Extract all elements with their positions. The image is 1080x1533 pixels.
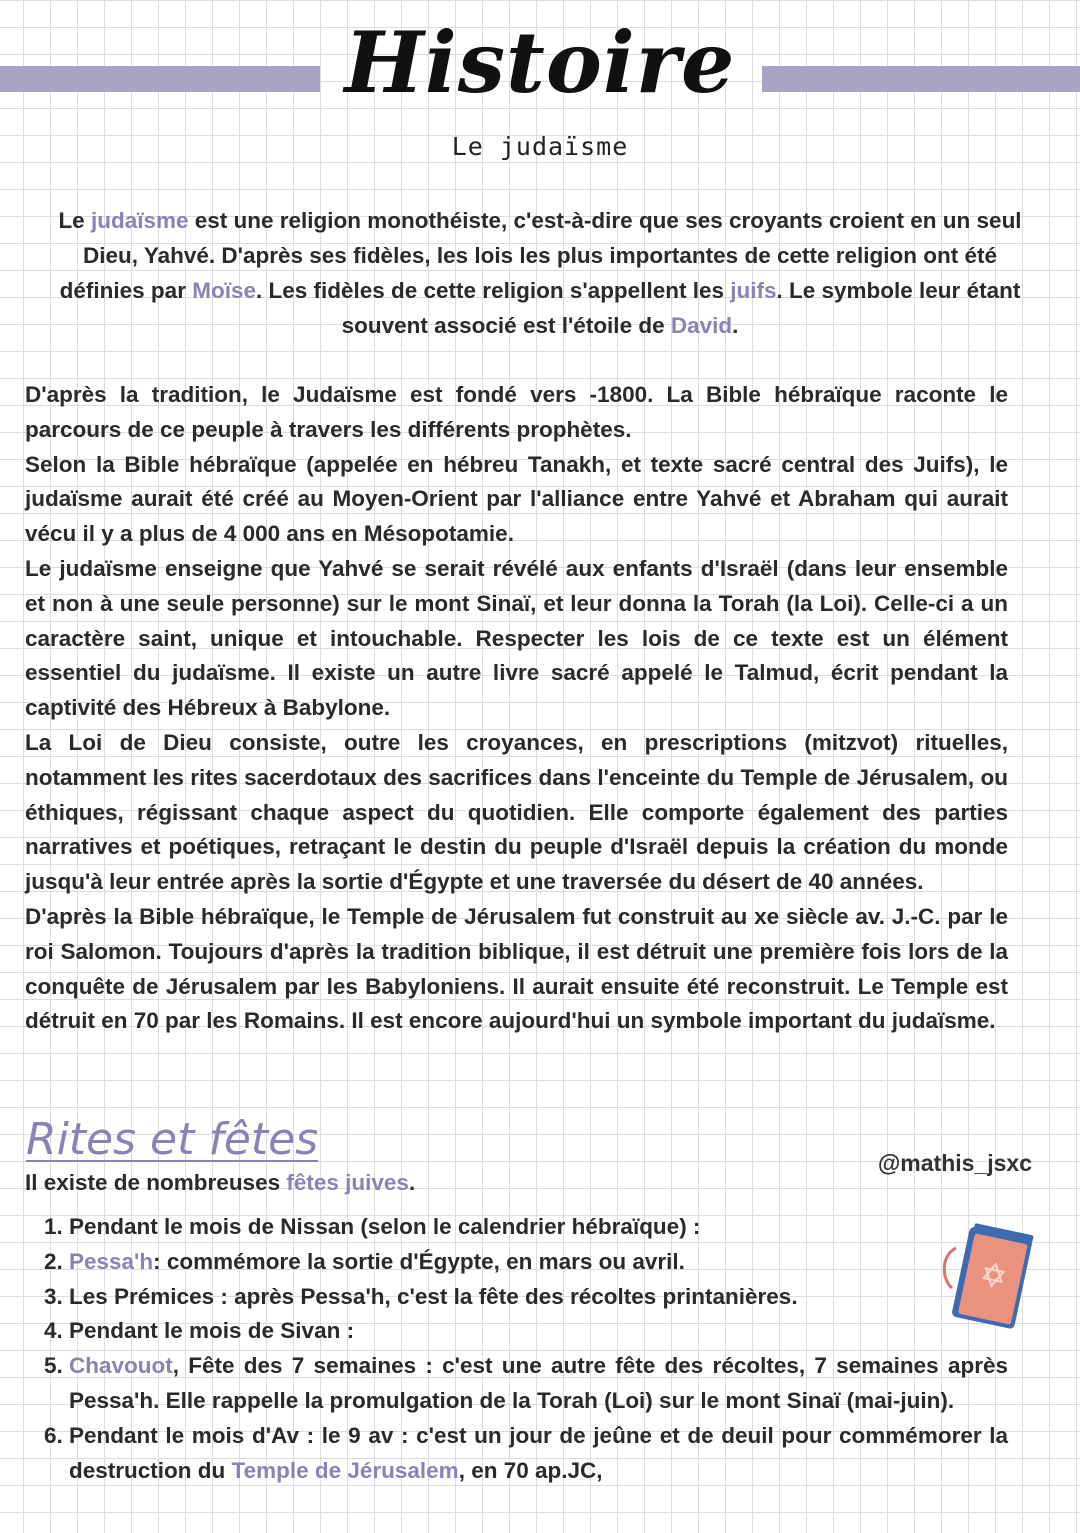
main-text <box>25 378 1008 1039</box>
intro-text: . Le symbole leur étant souvent associé est l'étoile de <box>341 278 1021 338</box>
intro-highlight: Moïse <box>192 278 256 303</box>
list-highlight: Temple de Jérusalem <box>231 1457 459 1483</box>
section-title-rites: Rites et fêtes <box>26 1114 319 1165</box>
list-number: 3. <box>44 1283 63 1309</box>
list-highlight: Pessa'h <box>69 1248 154 1274</box>
page-title: Histoire <box>344 13 736 112</box>
page-subtitle: Le judaïsme <box>451 132 629 161</box>
list-text: Pendant le mois d'Av : le 9 av : c'est un jour de jeûne et de deuil pour commémorer la destruction du <box>69 1422 1008 1483</box>
paragraph: Selon la Bible hébraïque (appelée en hébreu Tanakh, et texte sacré central des Juifs), le judaïsme aurait été créé au Moyen-Orient par l'alliance entre Yahvé et Abraham qui aurait vécu il y a plus de 4 000 ans en Mésopotamie. <box>25 451 1008 547</box>
intro-highlight: David <box>670 313 733 338</box>
intro-paragraph <box>40 203 1040 343</box>
intro-text: est une religion monothéiste, c'est-à-dire que ses croyants croient en un seul Dieu, Yahvé. D'après ses fidèles, les lois les plus importantes de cette religion ont été définies par <box>59 208 1022 303</box>
list-text: Les Prémices : après Pessa'h, c'est la fête des récoltes printanières. <box>69 1283 798 1309</box>
list-highlight: Chavouot <box>69 1353 173 1379</box>
list-number: 6. <box>44 1422 63 1448</box>
rites-intro-text: Il existe de nombreuses <box>25 1170 287 1195</box>
rites-intro-highlight: fêtes juives <box>286 1170 409 1195</box>
list-item <box>44 1349 1008 1419</box>
list-item <box>44 1280 1008 1315</box>
torah-book-icon <box>938 1218 1038 1338</box>
list-number: 5. <box>44 1353 63 1379</box>
list-text: : commémore la sortie d'Égypte, en mars ou avril. <box>153 1248 685 1274</box>
paragraph: Le judaïsme enseigne que Yahvé se serait révélé aux enfants d'Israël (dans leur ensemble et non à une seule personne) sur le mont Sinaï, et leur donna la Torah (la Loi). Celle-ci a un caractère saint, unique et intouchable. Respecter les lois de ce texte est un élément essentiel du judaïsme. Il existe un autre livre sacré appelé le Talmud, écrit pendant la captivité des Hébreux à Babylone. <box>25 555 1008 721</box>
rites-intro-end: . <box>408 1170 416 1195</box>
list-number: 1. <box>44 1214 63 1239</box>
list-text: Pendant le mois de Nissan (selon le calendrier hébraïque) : <box>69 1214 701 1239</box>
intro-text: . <box>732 313 739 338</box>
list-text: , en 70 ap.JC, <box>458 1457 603 1483</box>
list-text: Pendant le mois de Sivan : <box>69 1318 355 1344</box>
paragraph: D'après la Bible hébraïque, le Temple de Jérusalem fut construit au xe siècle av. J.-C. par le roi Salomon. Toujours d'après la tradition biblique, il est détruit une première fois lors de la conquête de Jérusalem par les Babyloniens. Il aurait ensuite été reconstruit. Le Temple est détruit en 70 par les Romains. Il est encore aujourd'hui un symbole important du judaïsme. <box>25 903 1008 1034</box>
intro-highlight: juifs <box>730 278 777 303</box>
author-handle: @mathis_jsxc <box>877 1150 1032 1176</box>
list-number: 2. <box>44 1248 63 1274</box>
feast-list <box>44 1210 1008 1488</box>
intro-text: . Les fidèles de cette religion s'appellent les <box>255 278 731 303</box>
paragraph: D'après la tradition, le Judaïsme est fondé vers -1800. La Bible hébraïque raconte le parcours de ce peuple à travers les différents prophètes. <box>25 382 1008 442</box>
list-number: 4. <box>44 1318 63 1344</box>
list-item <box>44 1314 1008 1349</box>
list-item <box>44 1245 1008 1280</box>
list-text: , Fête des 7 semaines : c'est une autre fête des récoltes, 7 semaines après Pessa'h. Elle rappelle la promulgation de la Torah (Loi) sur le mont Sinaï (mai-juin). <box>69 1353 1008 1413</box>
list-item <box>44 1210 1008 1245</box>
intro-highlight: judaïsme <box>90 208 189 233</box>
list-item <box>44 1419 1008 1489</box>
paragraph: La Loi de Dieu consiste, outre les croyances, en prescriptions (mitzvot) rituelles, notamment les rites sacerdotaux des sacrifices dans l'enceinte du Temple de Jérusalem, ou éthiques, régissant chaque aspect du quotidien. Elle comporte également des parties narratives et poétiques, retraçant le destin du peuple d'Israël depuis la création du monde jusqu'à leur entrée après la sortie d'Égypte et une traversée du désert de 40 années. <box>25 729 1008 895</box>
intro-text: Le <box>58 208 91 233</box>
rites-intro <box>25 1166 415 1200</box>
